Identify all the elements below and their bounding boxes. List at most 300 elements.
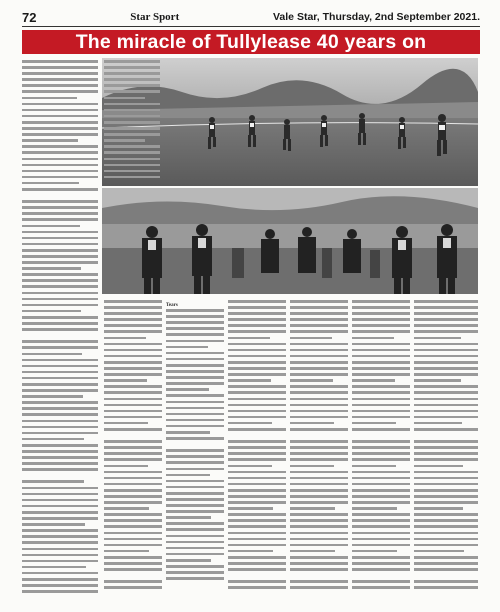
text-line (414, 562, 478, 565)
text-line (22, 285, 98, 288)
text-line (228, 343, 286, 346)
text-line (104, 115, 160, 118)
text-line (104, 410, 162, 413)
text-line (228, 495, 286, 498)
text-line (104, 367, 162, 370)
text-line (228, 440, 286, 443)
text-line (290, 525, 348, 528)
text-line (414, 513, 478, 516)
text-line (166, 376, 224, 379)
text-line (290, 385, 348, 388)
text-line (22, 279, 98, 282)
text-line (414, 416, 478, 419)
text-line (22, 462, 98, 465)
text-line (104, 158, 160, 161)
text-line (414, 483, 478, 486)
text-line (166, 455, 224, 458)
text-line (166, 340, 224, 343)
text-line (104, 97, 145, 100)
text-line (22, 115, 98, 118)
article-column-2 (104, 60, 160, 185)
text-line (414, 580, 478, 583)
text-line (22, 322, 98, 325)
text-line (414, 471, 478, 474)
text-line (22, 456, 98, 459)
text-line (104, 562, 162, 565)
text-line (22, 578, 98, 581)
text-line (22, 554, 98, 557)
text-line (22, 590, 98, 593)
text-line (22, 541, 98, 544)
text-line (166, 425, 224, 428)
text-line (22, 249, 98, 252)
text-line (22, 566, 86, 569)
text-line (22, 267, 81, 270)
text-line (414, 568, 478, 571)
text-line (166, 516, 211, 519)
text-line (290, 416, 348, 419)
text-line (228, 556, 286, 559)
text-line (414, 495, 478, 498)
text-line (166, 553, 224, 556)
text-line (22, 231, 98, 234)
text-line (290, 507, 335, 510)
text-line (290, 391, 348, 394)
text-line (22, 218, 98, 221)
text-line (22, 346, 98, 349)
masthead (22, 10, 480, 24)
text-line (104, 361, 162, 364)
text-line (352, 349, 410, 352)
text-line (414, 349, 478, 352)
text-line (290, 580, 348, 583)
text-line (290, 519, 348, 522)
text-line (290, 300, 348, 303)
text-line (166, 486, 224, 489)
text-line (104, 519, 162, 522)
text-line (414, 398, 478, 401)
text-line (104, 78, 160, 81)
text-line (104, 133, 160, 136)
text-line (22, 529, 98, 532)
text-line (22, 103, 98, 106)
text-line (104, 318, 162, 321)
text-line (352, 544, 410, 547)
text-line (228, 300, 286, 303)
text-line (414, 361, 478, 364)
text-line (22, 444, 98, 447)
text-line (290, 440, 348, 443)
text-line (22, 407, 98, 410)
text-line (228, 568, 286, 571)
text-line (22, 237, 98, 240)
text-line (290, 361, 348, 364)
headline: The miracle of Tullylease 40 years on (22, 30, 480, 54)
text-line (352, 501, 410, 504)
text-line (166, 394, 224, 397)
text-line (414, 330, 478, 333)
text-line (104, 434, 162, 437)
text-line (228, 452, 286, 455)
text-line (228, 330, 286, 333)
text-line (414, 489, 478, 492)
text-line (104, 580, 162, 583)
text-line (228, 337, 270, 340)
text-line (228, 471, 286, 474)
text-line (352, 379, 395, 382)
text-line (352, 398, 410, 401)
text-line (22, 273, 98, 276)
text-line (22, 511, 98, 514)
text-line (352, 385, 410, 388)
text-line (22, 377, 98, 380)
text-line (22, 474, 98, 477)
text-line (290, 324, 348, 327)
text-line (290, 513, 348, 516)
text-line (352, 343, 410, 346)
text-line (166, 346, 208, 349)
text-line (22, 72, 98, 75)
text-line (104, 109, 160, 112)
text-line (22, 371, 98, 374)
text-line (228, 550, 273, 553)
text-line (104, 452, 162, 455)
text-line (290, 586, 348, 589)
text-line (352, 562, 410, 565)
text-line (414, 343, 478, 346)
text-line (352, 477, 410, 480)
text-line (22, 359, 98, 362)
text-line (22, 66, 98, 69)
text-line (22, 90, 98, 93)
article-column-5 (228, 300, 286, 600)
text-line (414, 586, 478, 589)
text-line (228, 361, 286, 364)
text-line (290, 458, 348, 461)
text-line (414, 428, 478, 431)
text-line (352, 440, 410, 443)
text-line (104, 428, 162, 431)
text-line (228, 367, 286, 370)
text-line (228, 525, 286, 528)
text-line (104, 312, 162, 315)
text-line (228, 428, 286, 431)
text-line (352, 337, 394, 340)
text-line (352, 373, 410, 376)
text-line (166, 510, 224, 513)
text-line (104, 465, 148, 468)
text-line (22, 84, 98, 87)
text-line (104, 477, 162, 480)
text-line (22, 584, 98, 587)
text-line (22, 432, 98, 435)
text-line (414, 519, 478, 522)
text-line (228, 324, 286, 327)
text-line (228, 422, 272, 425)
text-line (104, 151, 160, 154)
text-line (22, 133, 98, 136)
text-line (22, 78, 98, 81)
text-line (352, 422, 396, 425)
text-line (104, 471, 162, 474)
text-line (104, 127, 160, 130)
text-line (352, 495, 410, 498)
text-line (228, 580, 286, 583)
text-line (290, 306, 348, 309)
text-line (22, 109, 98, 112)
text-line (414, 538, 478, 541)
text-line (290, 410, 348, 413)
text-line (166, 577, 224, 580)
text-line (22, 176, 98, 179)
text-line (104, 60, 160, 63)
text-line (228, 489, 286, 492)
text-line (104, 385, 162, 388)
text-line (22, 292, 98, 295)
text-line (228, 404, 286, 407)
text-line (104, 495, 162, 498)
text-line (414, 544, 478, 547)
text-line (290, 434, 348, 437)
text-line (104, 103, 160, 106)
text-line (228, 416, 286, 419)
text-line (228, 562, 286, 565)
text-line (104, 343, 162, 346)
text-line (22, 340, 98, 343)
text-line (352, 318, 410, 321)
text-line (414, 324, 478, 327)
text-line (22, 365, 98, 368)
text-line (166, 419, 224, 422)
text-line (22, 97, 77, 100)
text-line (104, 398, 162, 401)
text-line (414, 300, 478, 303)
text-line (166, 401, 224, 404)
text-line (228, 501, 286, 504)
text-line (414, 391, 478, 394)
text-line (228, 349, 286, 352)
text-line (104, 121, 160, 124)
text-line (414, 477, 478, 480)
article-column-8 (414, 300, 478, 600)
text-line (22, 450, 98, 453)
text-line (22, 60, 98, 63)
text-line (22, 401, 98, 404)
text-line (104, 416, 162, 419)
text-line (414, 550, 464, 553)
text-line (22, 261, 98, 264)
text-line (22, 188, 98, 191)
text-line (104, 84, 160, 87)
text-line (22, 548, 98, 551)
text-line (104, 306, 162, 309)
text-line (104, 373, 162, 376)
text-line (104, 483, 162, 486)
text-line (414, 312, 478, 315)
text-line (228, 379, 271, 382)
text-line (228, 477, 286, 480)
text-line (352, 416, 410, 419)
text-line (104, 513, 162, 516)
text-line (290, 398, 348, 401)
crowd-photo (102, 188, 478, 294)
text-line (228, 483, 286, 486)
text-line (290, 495, 348, 498)
text-line (352, 483, 410, 486)
text-line (352, 324, 410, 327)
text-line (166, 492, 224, 495)
text-line (290, 337, 332, 340)
text-line (104, 139, 145, 142)
text-line (22, 206, 98, 209)
text-line (166, 522, 224, 525)
text-line (166, 449, 224, 452)
text-line (228, 385, 286, 388)
article-column-7 (352, 300, 410, 600)
text-line (104, 170, 160, 173)
text-line (414, 452, 478, 455)
text-line (352, 300, 410, 303)
text-line (22, 413, 98, 416)
text-line (166, 461, 224, 464)
text-line (290, 532, 348, 535)
text-line (22, 194, 98, 197)
text-line (414, 525, 478, 528)
text-line (166, 528, 224, 531)
text-line (22, 243, 98, 246)
text-line (166, 413, 224, 416)
text-line (22, 225, 80, 228)
text-line (290, 544, 348, 547)
text-line (166, 327, 224, 330)
text-line (104, 507, 149, 510)
text-line (22, 298, 98, 301)
text-line (104, 574, 162, 577)
text-line (290, 538, 348, 541)
text-line (290, 373, 348, 376)
text-line (228, 391, 286, 394)
text-line (414, 458, 478, 461)
text-line (104, 145, 160, 148)
text-line (104, 532, 162, 535)
text-line (22, 145, 98, 148)
text-line (290, 355, 348, 358)
text-line (22, 328, 98, 331)
text-line (290, 562, 348, 565)
text-line (290, 568, 348, 571)
text-line (290, 471, 348, 474)
text-line (22, 523, 85, 526)
text-line (22, 170, 98, 173)
text-line (414, 373, 478, 376)
text-line (352, 550, 397, 553)
text-line (104, 349, 162, 352)
text-line (352, 532, 410, 535)
text-line (104, 556, 162, 559)
text-line (166, 382, 224, 385)
text-line (22, 151, 98, 154)
text-line (104, 538, 162, 541)
text-line (414, 318, 478, 321)
text-line (22, 535, 98, 538)
text-line (290, 574, 348, 577)
text-line (166, 480, 224, 483)
article-column-1 (22, 60, 98, 600)
text-line (414, 355, 478, 358)
text-line (290, 312, 348, 315)
text-line (352, 458, 410, 461)
text-line (228, 538, 286, 541)
text-line (104, 525, 162, 528)
text-line (414, 501, 478, 504)
subhead-tears: Tears (166, 303, 178, 308)
text-line (290, 452, 348, 455)
text-line (228, 398, 286, 401)
text-line (22, 517, 98, 520)
text-line (22, 505, 98, 508)
text-line (352, 507, 397, 510)
section-name: Star Sport (130, 11, 180, 23)
text-line (290, 489, 348, 492)
text-line (290, 550, 335, 553)
text-line (228, 544, 286, 547)
text-line (104, 586, 162, 589)
text-line (166, 443, 224, 446)
text-line (22, 420, 98, 423)
text-line (352, 410, 410, 413)
text-line (166, 352, 224, 355)
text-line (166, 583, 224, 586)
text-line (228, 507, 273, 510)
text-line (228, 574, 286, 577)
page-number: 72 (22, 9, 37, 25)
text-line (352, 586, 410, 589)
text-line (228, 458, 286, 461)
text-line (22, 353, 82, 356)
text-line (352, 306, 410, 309)
text-line (166, 565, 224, 568)
text-line (104, 446, 162, 449)
text-line (22, 499, 98, 502)
text-line (22, 438, 84, 441)
text-line (352, 519, 410, 522)
text-line (290, 446, 348, 449)
text-line (352, 574, 410, 577)
text-line (352, 580, 410, 583)
text-line (166, 370, 224, 373)
text-line (228, 519, 286, 522)
text-line (352, 525, 410, 528)
text-line (22, 164, 98, 167)
text-line (166, 504, 224, 507)
text-line (414, 434, 478, 437)
text-line (166, 321, 224, 324)
text-line (104, 568, 162, 571)
text-line (228, 513, 286, 516)
masthead-rule (22, 26, 480, 27)
text-line (352, 489, 410, 492)
text-line (104, 489, 162, 492)
text-line (352, 556, 410, 559)
text-line (290, 501, 348, 504)
text-line (166, 437, 224, 440)
text-line (22, 200, 98, 203)
text-line (228, 312, 286, 315)
text-line (22, 304, 98, 307)
text-line (104, 458, 162, 461)
article-column-4 (166, 300, 224, 600)
text-line (22, 121, 98, 124)
